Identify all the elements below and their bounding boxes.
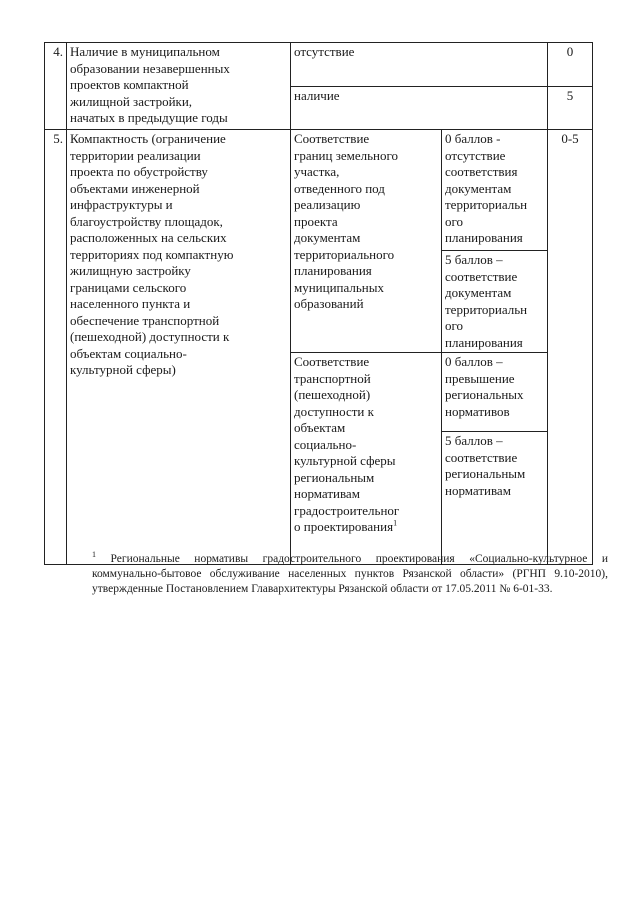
score-description: 0 баллов – превышение региональных нормативов — [442, 353, 548, 432]
row-number: 4. — [45, 43, 67, 130]
criterion-text: Наличие в муниципальном образовании незавершенных проектов компактной жилищной застройки, начатых в предыдущие годы — [67, 43, 291, 130]
option-value: 5 — [548, 87, 593, 130]
option-value: 0 — [548, 43, 593, 87]
footnote-text: Региональные нормативы градостроительного проектирования «Социально-культурное и коммунально-бытовое обслуживание населенных пунктов Рязанской области» (РГНП 9.10-2010), утвержденные Постановлением Главархитектуры Рязанской области от 17.05.2011 № 6-01-33. — [92, 553, 608, 595]
subcriterion-text: Соответствие границ земельного участка, отведенного под реализацию проекта документам территориального планирования муниципальных образований — [291, 130, 442, 353]
criteria-table — [44, 42, 593, 565]
footnote-marker: 1 — [92, 550, 96, 560]
score-range: 0-5 — [548, 130, 593, 565]
score-description: 5 баллов – соответствие региональным нормативам — [442, 432, 548, 565]
score-description: 5 баллов – соответствие документам территориальн ого планирования — [442, 251, 548, 353]
subcriterion-cell — [291, 353, 442, 565]
table-row — [45, 130, 593, 251]
score-description: 0 баллов - отсутствие соответствия документам территориальн ого планирования — [442, 130, 548, 251]
criterion-text: Компактность (ограничение территории реализации проекта по обустройству объектами инженерной инфраструктуры и благоустройству площадок, расположенных на сельских территориях под компактную жилищную застройку границами сельского населенного пункта и обеспечение транспортной (пешеходной) доступности к объектам социально- культурной сферы) — [67, 130, 291, 565]
option-label: отсутствие — [291, 43, 548, 87]
option-label: наличие — [291, 87, 548, 130]
footnote-reference: 1 — [393, 518, 398, 528]
row-number: 5. — [45, 130, 67, 565]
subcriterion-text: Соответствие транспортной (пешеходной) доступности к объектам социально- культурной сферы региональным нормативам градостроительног о проектирования — [294, 354, 400, 534]
table-row — [45, 43, 593, 87]
footnote — [92, 552, 608, 597]
